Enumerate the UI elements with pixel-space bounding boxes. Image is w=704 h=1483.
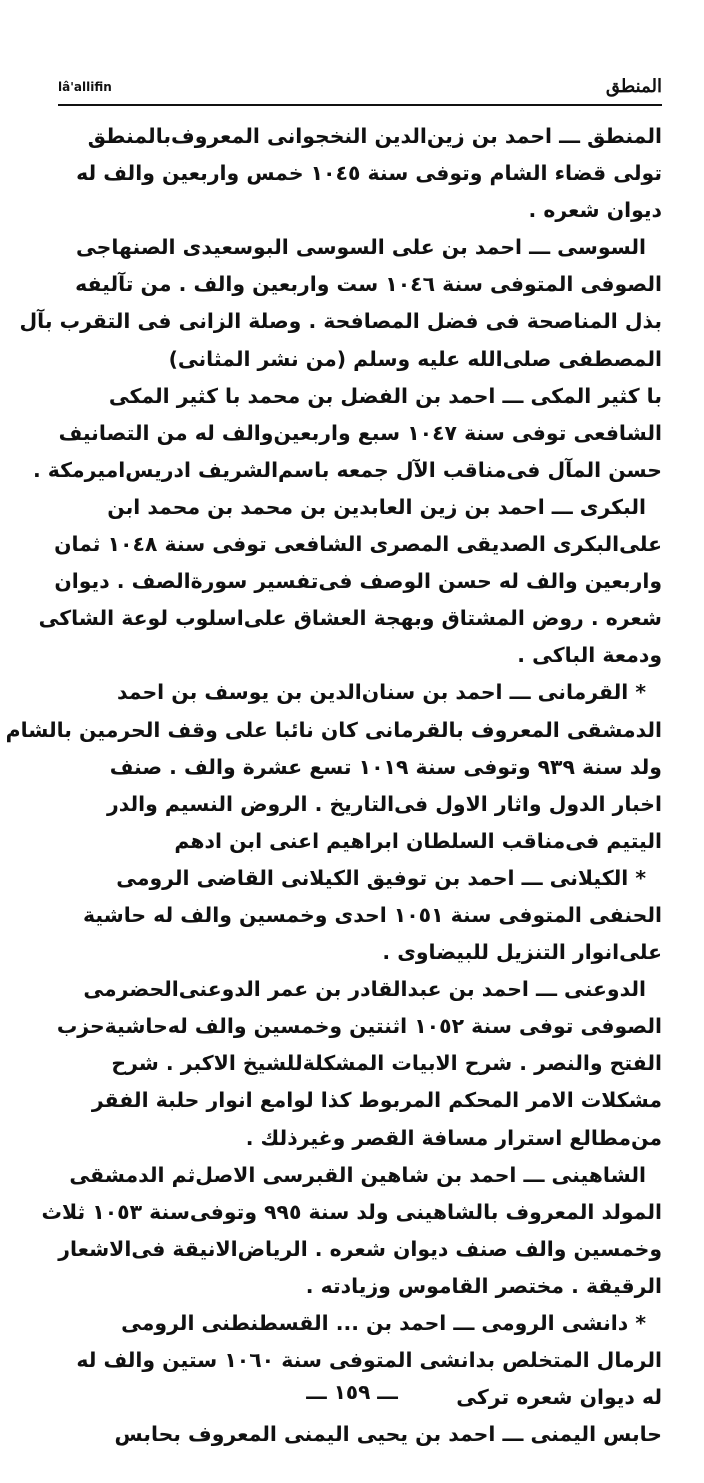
- text-line: على‌البكرى الصديقى المصرى الشافعى توفى سنة ١٠٤٨ ثمان: [54, 532, 662, 557]
- running-head-left: lâ'allifin: [58, 80, 112, 94]
- running-head-right: المنطق: [605, 76, 662, 97]
- header-rule: [58, 104, 662, 106]
- text-line: * دانشى الرومى ـــ احمد بن ... القسطنطنى الرومى: [121, 1311, 646, 1335]
- text-line: مشكلات الامر المحكم المربوط كذا لوامع انوار حلبة الفقر: [91, 1088, 662, 1113]
- running-header: [58, 76, 662, 104]
- text-line: حابس اليمنى ـــ احمد بن يحيى اليمنى المعروف بحابس: [114, 1422, 662, 1447]
- text-line: با كثير المكى ـــ احمد بن الفضل بن محمد با كثير المكى: [108, 383, 662, 408]
- text-line: من‌مطالع استرار مسافة القصر وغيرذلك .: [245, 1125, 662, 1150]
- text-line: الشاهينى ـــ احمد بن شاهين القبرسى الاصل‌ثم الدمشقى: [69, 1162, 646, 1187]
- main-text: [5, 118, 662, 1453]
- text-line: الفتح والنصر . شرح الابيات المشكلة‌للشيخ الاكبر . شرح: [111, 1051, 662, 1076]
- text-line: شعره . روض المشتاق وبهجة العشاق على‌اسلوب لوعة الشاكى: [38, 606, 662, 631]
- text-line: الصوفى المتوفى سنة ١٠٤٦ ست واربعين والف . من تآليفه: [75, 272, 662, 297]
- text-line: تولى قضاء الشام وتوفى سنة ١٠٤٥ خمس واربعين والف له: [76, 161, 662, 186]
- text-line: المنطق ـــ احمد بن زين‌الدين النخجوانى المعروف‌بالمنطق: [87, 124, 662, 148]
- text-line: الصوفى توفى سنة ١٠٥٢ اثنتين وخمسين والف له‌حاشية‌حزب: [56, 1014, 662, 1039]
- text-line: الحنفى المتوفى سنة ١٠٥١ احدى وخمسين والف له حاشية: [82, 902, 662, 927]
- text-line: الرقيقة . مختصر القاموس وزيادته .: [305, 1273, 662, 1298]
- text-line: الشافعى توفى سنة ١٠٤٧ سبع واربعين‌والف له من التصانيف: [58, 420, 662, 445]
- text-line: المولد المعروف بالشاهينى ولد سنة ٩٩٥ وتوفى‌سنة ١٠٥٣ ثلاث: [41, 1199, 662, 1224]
- text-line: حسن المآل فى‌مناقب الآل جمعه باسم‌الشريف ادريس‌اميرمكة .: [32, 457, 662, 482]
- text-line: السوسى ـــ احمد بن على السوسى البوسعيدى الصنهاجى: [76, 235, 646, 260]
- text-line: اليتيم فى‌مناقب السلطان ابراهيم اعنى ابن ادهم: [174, 828, 662, 853]
- text-line: ديوان شعره .: [528, 198, 662, 223]
- text-line: الدمشقى المعروف بالقرمانى كان نائبا على وقف الحرمين بالشام: [5, 717, 662, 742]
- text-line: الدوعنى ـــ احمد بن عبدالقادر بن عمر الدوعنى‌الحضرمى: [83, 977, 646, 1002]
- text-line: المصطفى صلى‌الله عليه وسلم (من نشر المثانى): [168, 346, 662, 371]
- text-line: الرمال المتخلص بدانشى المتوفى سنة ١٠٦٠ ستين والف له: [76, 1348, 662, 1373]
- text-line: له ديوان شعره تركى: [456, 1385, 662, 1410]
- text-line: ودمعة الباكى .: [517, 643, 662, 668]
- text-line: واربعين والف له حسن الوصف فى‌تفسير سورة‌الصف . ديوان: [54, 569, 662, 594]
- text-line: * القرمانى ـــ احمد بن سنان‌الدين بن يوسف بن احمد: [117, 680, 646, 705]
- text-line: بذل المناصحة فى فضل المصافحة . وصلة الزانى فى التقرب بآل: [19, 309, 662, 334]
- text-line: وخمسين والف صنف ديوان شعره . الرياض‌الانيقة فى‌الاشعار: [58, 1236, 662, 1261]
- text-line: على‌انوار التنزيل للبيضاوى .: [382, 940, 662, 965]
- page-number: ـــ ١٥٩ ـــ: [306, 1380, 398, 1404]
- text-line: البكرى ـــ احمد بن زين العابدين بن محمد بن محمد ابن: [107, 494, 646, 519]
- text-line: ولد سنة ٩٣٩ وتوفى سنة ١٠١٩ تسع عشرة والف . صنف: [109, 754, 662, 779]
- text-line: * الكيلانى ـــ احمد بن توفيق الكيلانى القاضى الرومى: [116, 865, 646, 890]
- text-line: اخبار الدول واثار الاول فى‌التاريخ . الروض النسيم والدر: [107, 791, 662, 816]
